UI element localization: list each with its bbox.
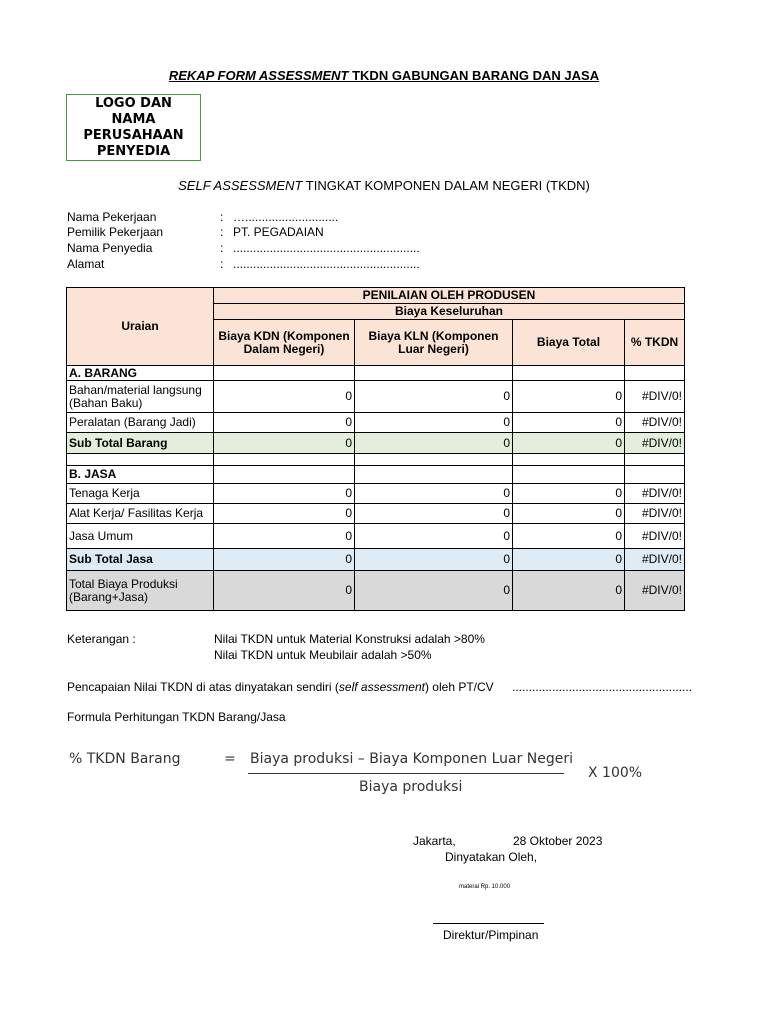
section-row xyxy=(67,366,685,381)
section-b-label: B. JASA xyxy=(67,466,214,484)
sign-city: Jakarta, xyxy=(413,834,456,848)
info-value: PT. PEGADAIAN xyxy=(233,225,324,239)
fraction-bar xyxy=(248,773,564,774)
header-penilaian: PENILAIAN OLEH PRODUSEN xyxy=(214,288,685,304)
cell-tkdn: #DIV/0! xyxy=(625,571,685,611)
formula-multiplier: X 100% xyxy=(588,765,643,781)
info-colon: : xyxy=(220,241,224,255)
table-row xyxy=(67,524,685,549)
table-row xyxy=(67,413,685,433)
title-rest: TKDN GABUNGAN BARANG DAN JASA xyxy=(348,68,600,83)
total-row xyxy=(67,571,685,611)
logo-line-4: PENYEDIA xyxy=(96,143,171,159)
cell-kdn: 0 xyxy=(214,549,355,571)
info-colon: : xyxy=(220,257,224,271)
cell-kln: 0 xyxy=(355,524,513,549)
cell-kln: 0 xyxy=(355,433,513,454)
subtitle-rest: TINGKAT KOMPONEN DALAM NEGERI (TKDN) xyxy=(302,178,590,193)
logo-line-3: PERUSAHAAN xyxy=(83,127,184,143)
row-label: Alat Kerja/ Fasilitas Kerja xyxy=(67,504,214,524)
row-label: Total Biaya Produksi (Barang+Jasa) xyxy=(67,571,214,611)
materai-note: materai Rp. 10.000 xyxy=(459,884,511,890)
row-label: Peralatan (Barang Jadi) xyxy=(67,413,214,433)
cell-tkdn: #DIV/0! xyxy=(625,381,685,413)
header-tkdn: % TKDN xyxy=(625,320,685,366)
section-row xyxy=(67,466,685,484)
cell-total: 0 xyxy=(513,413,625,433)
row-label: Sub Total Barang xyxy=(67,433,214,454)
cell-kdn: 0 xyxy=(214,381,355,413)
spacer-row xyxy=(67,454,685,466)
cell-total: 0 xyxy=(513,571,625,611)
cell-kdn: 0 xyxy=(214,413,355,433)
cell-total: 0 xyxy=(513,524,625,549)
pencapaian-dots: ...................................................... xyxy=(512,680,693,694)
formula-equals: = xyxy=(224,751,236,767)
signature-line xyxy=(433,923,544,924)
formula-denominator: Biaya produksi xyxy=(359,779,463,795)
table-row xyxy=(67,381,685,413)
logo-placeholder xyxy=(66,94,201,161)
cell-kln: 0 xyxy=(355,549,513,571)
row-label: Bahan/material langsung (Bahan Baku) xyxy=(67,381,214,413)
cell-kln: 0 xyxy=(355,504,513,524)
logo-line-1: LOGO DAN xyxy=(95,95,172,111)
cell-tkdn: #DIV/0! xyxy=(625,433,685,454)
keterangan-line-2: Nilai TKDN untuk Meubilair adalah >50% xyxy=(214,648,432,662)
row-label: Jasa Umum xyxy=(67,524,214,549)
cell-tkdn: #DIV/0! xyxy=(625,413,685,433)
cell-kdn: 0 xyxy=(214,504,355,524)
subtitle-italic: SELF ASSESSMENT xyxy=(178,178,303,193)
subtotal-barang-row xyxy=(67,433,685,454)
info-label: Nama Penyedia xyxy=(67,241,153,255)
cell-kln: 0 xyxy=(355,381,513,413)
header-uraian: Uraian xyxy=(67,288,214,366)
sign-date: 28 Oktober 2023 xyxy=(513,834,603,848)
cell-total: 0 xyxy=(513,381,625,413)
cell-kdn: 0 xyxy=(214,484,355,504)
cell-total: 0 xyxy=(513,484,625,504)
pencapaian-prefix: Pencapaian Nilai TKDN di atas dinyatakan sendiri ( xyxy=(67,680,339,694)
sign-role: Direktur/Pimpinan xyxy=(443,928,539,942)
cell-kdn: 0 xyxy=(214,433,355,454)
pencapaian-italic: self assessment xyxy=(338,680,425,694)
info-label: Pemilik Pekerjaan xyxy=(67,225,164,239)
info-value: ........................................................ xyxy=(233,241,420,255)
document-title xyxy=(0,68,768,83)
cell-tkdn: #DIV/0! xyxy=(625,484,685,504)
cell-kln: 0 xyxy=(355,571,513,611)
cell-total: 0 xyxy=(513,433,625,454)
pencapaian-statement xyxy=(67,680,494,694)
cell-total: 0 xyxy=(513,504,625,524)
sign-declared: Dinyatakan Oleh, xyxy=(445,850,538,864)
formula-image xyxy=(66,742,666,812)
row-label: Sub Total Jasa xyxy=(67,549,214,571)
document-subtitle xyxy=(0,178,768,193)
cell-tkdn: #DIV/0! xyxy=(625,524,685,549)
cell-kdn: 0 xyxy=(214,524,355,549)
table-row xyxy=(67,504,685,524)
formula-lhs: % TKDN Barang xyxy=(69,751,181,767)
info-label: Alamat xyxy=(67,257,105,271)
info-value: …............................ xyxy=(233,210,339,224)
pencapaian-suffix: ) oleh PT/CV xyxy=(424,680,494,694)
info-label: Nama Pekerjaan xyxy=(67,210,157,224)
subtotal-jasa-row xyxy=(67,549,685,571)
keterangan-label: Keterangan : xyxy=(67,632,136,646)
table-row xyxy=(67,484,685,504)
formula-heading: Formula Perhitungan TKDN Barang/Jasa xyxy=(67,710,286,724)
header-biaya-kln: Biaya KLN (Komponen Luar Negeri) xyxy=(355,320,513,366)
cell-tkdn: #DIV/0! xyxy=(625,549,685,571)
cell-tkdn: #DIV/0! xyxy=(625,504,685,524)
keterangan-line-1: Nilai TKDN untuk Material Konstruksi adalah >80% xyxy=(214,632,485,646)
section-a-label: A. BARANG xyxy=(67,366,214,381)
header-biaya-total: Biaya Total xyxy=(513,320,625,366)
formula-numerator: Biaya produksi – Biaya Komponen Luar Negeri xyxy=(250,751,574,767)
cell-kln: 0 xyxy=(355,413,513,433)
row-label: Tenaga Kerja xyxy=(67,484,214,504)
cell-kln: 0 xyxy=(355,484,513,504)
rekap-table xyxy=(66,287,685,611)
title-italic: REKAP FORM ASSESSMENT xyxy=(168,68,349,83)
header-biaya-keseluruhan: Biaya Keseluruhan xyxy=(214,304,685,320)
info-value: ........................................................ xyxy=(233,257,420,271)
info-colon: : xyxy=(220,210,224,224)
cell-kdn: 0 xyxy=(214,571,355,611)
cell-total: 0 xyxy=(513,549,625,571)
info-colon: : xyxy=(220,225,224,239)
logo-line-2: NAMA xyxy=(111,111,156,127)
header-biaya-kdn: Biaya KDN (Komponen Dalam Negeri) xyxy=(214,320,355,366)
